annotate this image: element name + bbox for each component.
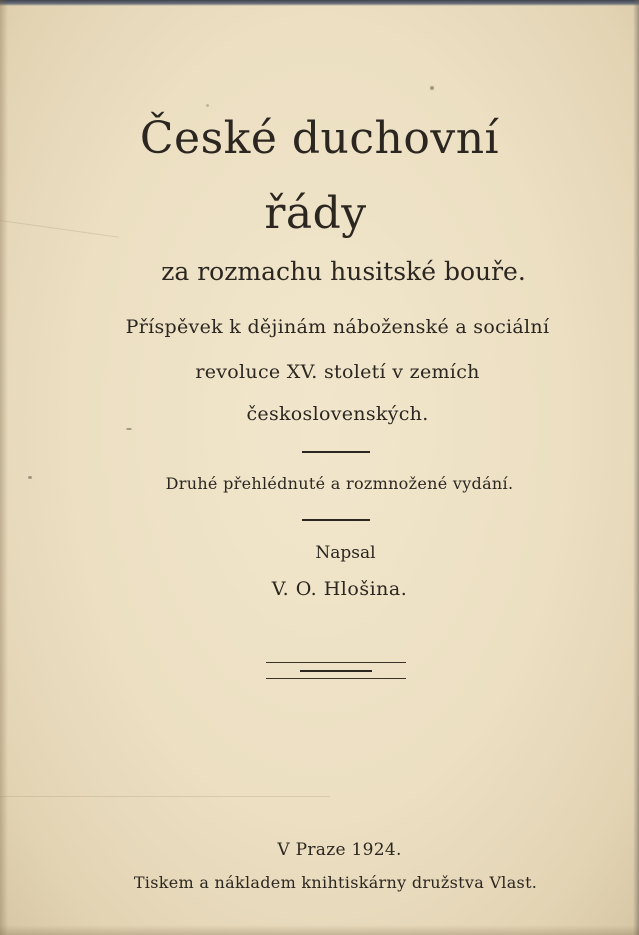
description-line-1: Příspěvek k dějinám náboženské a sociální — [125, 316, 550, 338]
imprint-printer: Tiskem a nákladem knihtiskárny družstva Vlast. — [133, 873, 538, 892]
divider-rule — [302, 451, 370, 453]
ink-speck — [206, 104, 209, 107]
paper-crease — [0, 796, 330, 797]
book-subtitle: za rozmachu husitské bouře. — [161, 257, 526, 286]
ink-speck — [430, 86, 434, 90]
author-label: Napsal — [315, 543, 376, 563]
ink-speck — [126, 428, 132, 430]
author-name: V. O. Hlošina. — [271, 578, 408, 600]
page-bottom-edge — [0, 925, 639, 935]
ornamental-rule-middle — [300, 670, 372, 672]
divider-rule — [302, 519, 370, 521]
imprint-place-year: V Praze 1924. — [277, 840, 402, 860]
description-line-2: revoluce XV. století v zemích — [195, 361, 480, 383]
ornamental-rule-top — [266, 662, 406, 663]
book-title-line-1: České duchovní — [139, 113, 500, 164]
description-line-3: československých. — [246, 403, 429, 425]
book-title-line-2: řády — [264, 188, 367, 239]
ornamental-rule-bottom — [266, 678, 406, 679]
page-top-edge — [0, 0, 639, 6]
edition-note: Druhé přehlédnuté a rozmnožené vydání. — [165, 474, 514, 493]
